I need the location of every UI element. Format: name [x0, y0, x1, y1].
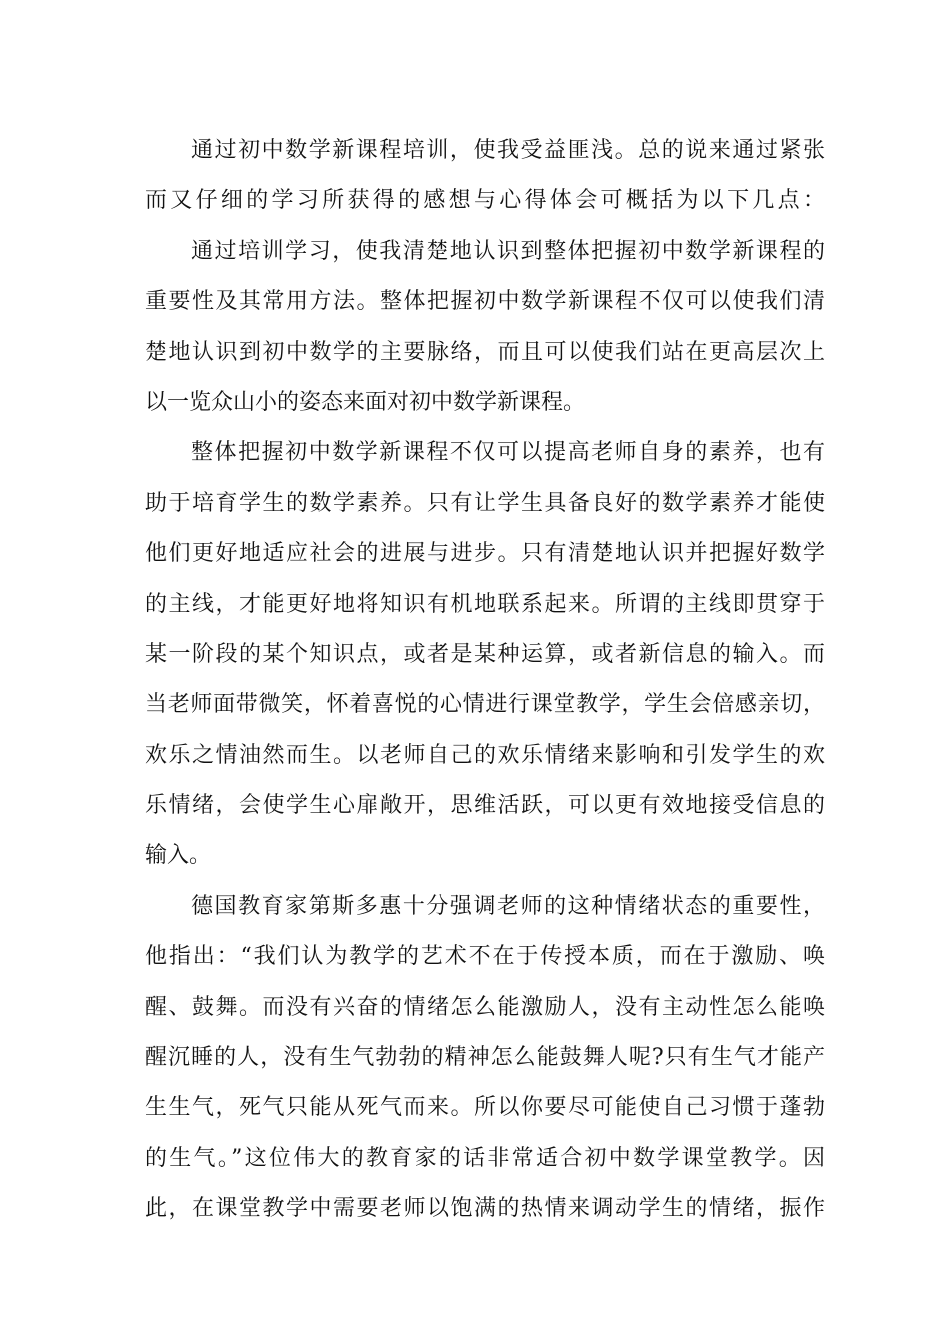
text-line: 此，在课堂教学中需要老师以饱满的热情来调动学生的情绪，振作 [145, 1196, 825, 1222]
text-line: 以一览众山小的姿态来面对初中数学新课程。 [145, 389, 586, 415]
text-line: 的主线，才能更好地将知识有机地联系起来。所谓的主线即贯穿于 [145, 591, 825, 617]
text-line: 助于培育学生的数学素养。只有让学生具备良好的数学素养才能使 [145, 490, 825, 516]
text-line: 某一阶段的某个知识点，或者是某种运算，或者新信息的输入。而 [145, 641, 825, 667]
text-line: 而又仔细的学习所获得的感想与心得体会可概括为以下几点： [145, 188, 825, 214]
text-line: 输入。 [145, 843, 212, 869]
text-line: 乐情绪，会使学生心扉敞开，思维活跃，可以更有效地接受信息的 [145, 793, 825, 819]
text-line: 当老师面带微笑，怀着喜悦的心情进行课堂教学，学生会倍感亲切， [145, 692, 825, 718]
text-line: 通过初中数学新课程培训，使我受益匪浅。总的说来通过紧张 [191, 138, 825, 163]
text-line: 他们更好地适应社会的进展与进步。只有清楚地认识并把握好数学 [145, 541, 825, 567]
text-line: 通过培训学习，使我清楚地认识到整体把握初中数学新课程的 [191, 238, 825, 264]
text-line: 生生气，死气只能从死气而来。所以你要尽可能使自己习惯于蓬勃 [145, 1095, 825, 1121]
text-line: 他指出：“我们认为教学的艺术不在于传授本质，而在于激励、唤 [145, 944, 825, 970]
text-line: 重要性及其常用方法。整体把握初中数学新课程不仅可以使我们清 [145, 289, 825, 315]
text-line: 德国教育家第斯多惠十分强调老师的这种情绪状态的重要性， [191, 893, 825, 919]
text-line: 整体把握初中数学新课程不仅可以提高老师自身的素养，也有 [191, 440, 825, 466]
text-line: 醒沉睡的人，没有生气勃勃的精神怎么能鼓舞人呢?只有生气才能产 [145, 1045, 825, 1071]
document-body [145, 126, 825, 1235]
text-line: 的生气。”这位伟大的教育家的话非常适合初中数学课堂教学。因 [145, 1145, 825, 1171]
text-line: 醒、鼓舞。而没有兴奋的情绪怎么能激励人，没有主动性怎么能唤 [145, 994, 825, 1020]
text-line: 楚地认识到初中数学的主要脉络，而且可以使我们站在更高层次上 [145, 339, 825, 365]
text-line: 欢乐之情油然而生。以老师自己的欢乐情绪来影响和引发学生的欢 [145, 742, 825, 768]
